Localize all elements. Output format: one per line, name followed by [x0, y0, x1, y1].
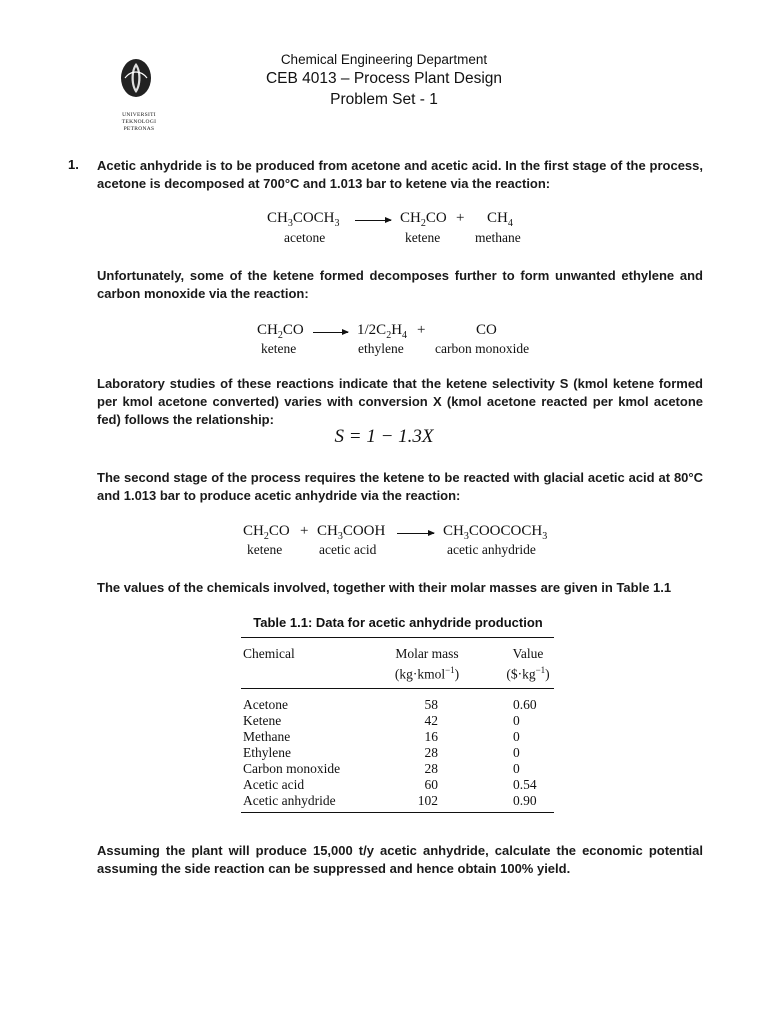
course-title: CEB 4013 – Process Plant Design — [265, 70, 503, 87]
plus-sign: + — [300, 523, 309, 539]
header-molar-mass-unit: (kg·kmol$^{-1}$) — [394, 665, 460, 682]
product-name: methane — [475, 230, 521, 245]
table-cell-molar-mass: 42 — [424, 713, 438, 728]
table-cell-chemical: Ketene — [243, 713, 282, 728]
reactant-name: ketene — [261, 341, 297, 356]
reaction-arrow-icon — [313, 332, 348, 333]
co-formula: CO — [476, 322, 497, 338]
plus-sign: + — [456, 210, 465, 226]
table-cell-chemical: Ethylene — [243, 745, 291, 760]
department-title: Chemical Engineering Department — [280, 52, 488, 67]
table-cell-value: 0.60 — [513, 697, 537, 712]
table-rule — [241, 812, 554, 813]
methane-formula: $CH_4$ — [487, 210, 513, 229]
ketene-formula: $CH_2CO$ — [257, 322, 304, 341]
table-cell-value: 0 — [513, 745, 520, 760]
final-paragraph: Assuming the plant will produce 15,000 t/y acetic anhydride, calculate the economic potential assuming the side reaction can be suppressed and hence obtain 100% yield. — [97, 843, 703, 876]
reaction-3 — [0, 523, 768, 563]
ketene-formula: $CH_2CO$ — [400, 210, 447, 229]
reaction-1 — [0, 210, 768, 250]
logo-text-line: UNIVERSITI — [122, 112, 156, 118]
table-cell-chemical: Methane — [243, 729, 291, 744]
table-cell-molar-mass: 102 — [417, 793, 438, 808]
reaction-2 — [0, 322, 768, 362]
product-name: ketene — [405, 230, 441, 245]
table-caption: Table 1.1: Data for acetic anhydride production — [253, 615, 543, 630]
acetic-acid-formula: $CH_3COOH$ — [317, 523, 386, 542]
reactant-name: acetic acid — [319, 542, 377, 557]
header-value-unit: $(\$\cdot kg^{-1})$ — [506, 665, 550, 682]
table-cell-value: 0 — [513, 713, 520, 728]
table-cell-molar-mass: 28 — [424, 761, 438, 776]
logo-text-line: TEKNOLOGI — [121, 119, 157, 125]
table-rule — [241, 688, 554, 689]
table-rule — [241, 637, 554, 638]
table-cell-molar-mass: 16 — [424, 729, 438, 744]
header-value: Value — [512, 646, 544, 661]
table-cell-chemical: Carbon monoxide — [243, 761, 341, 776]
header-molar-mass: Molar mass — [395, 646, 459, 661]
table-cell-value: 0 — [513, 729, 520, 744]
values-paragraph: The values of the chemicals involved, together with their molar masses are given in Table 1.1 — [97, 580, 672, 595]
reactant-name: ketene — [247, 542, 283, 557]
reaction-arrow-icon — [355, 220, 391, 221]
table-cell-chemical: Acetic anhydride — [243, 793, 336, 808]
stage2-paragraph: The second stage of the process requires the ketene to be reacted with glacial acetic acid at 80°C and 1.013 bar to produce acetic anhydride via the reaction: — [97, 470, 703, 503]
table-cell-value: 0 — [513, 761, 520, 776]
side-reaction-paragraph: Unfortunately, some of the ketene formed decomposes further to form unwanted ethylene and carbon monoxide via the reaction: — [97, 268, 703, 301]
table-cell-value: 0.90 — [513, 793, 537, 808]
table-cell-molar-mass: 60 — [424, 777, 438, 792]
table-cell-chemical: Acetic acid — [243, 777, 305, 792]
selectivity-equation: S = 1 − 1.3X — [334, 426, 434, 447]
acetic-anhydride-formula: $CH_3COOCOCH_3$ — [443, 523, 548, 542]
problem-set-title: Problem Set - 1 — [330, 91, 438, 108]
product-name: acetic anhydride — [447, 542, 536, 557]
ethylene-formula: $1/2C_2H_4$ — [357, 322, 408, 341]
plus-sign: + — [417, 322, 426, 338]
question-number: 1. — [68, 157, 79, 172]
intro-paragraph: Acetic anhydride is to be produced from acetone and acetic acid. In the first stage of the process, acetone is decomposed at 700°C and 1.013 bar to ketene via the reaction: — [97, 158, 703, 191]
table-cell-chemical: Acetone — [243, 697, 288, 712]
table-cell-molar-mass: 58 — [424, 697, 438, 712]
acetone-formula: $CH_3COCH_3$ — [267, 210, 340, 229]
ketene-formula: $CH_2CO$ — [243, 523, 290, 542]
reaction-arrow-icon — [397, 533, 434, 534]
selectivity-paragraph: Laboratory studies of these reactions indicate that the ketene selectivity S (kmol ketene formed per kmol acetone converted) varies with conversion X (kmol acetone reacted per kmol acetone fed) follows the relationship: — [97, 376, 703, 427]
product-name: carbon monoxide — [435, 341, 530, 356]
logo-text-line: PETRONAS — [123, 126, 155, 132]
table-cell-molar-mass: 28 — [424, 745, 438, 760]
header-chemical: Chemical — [243, 646, 295, 661]
reactant-name: acetone — [284, 230, 326, 245]
table-cell-value: 0.54 — [513, 777, 537, 792]
product-name: ethylene — [358, 341, 404, 356]
